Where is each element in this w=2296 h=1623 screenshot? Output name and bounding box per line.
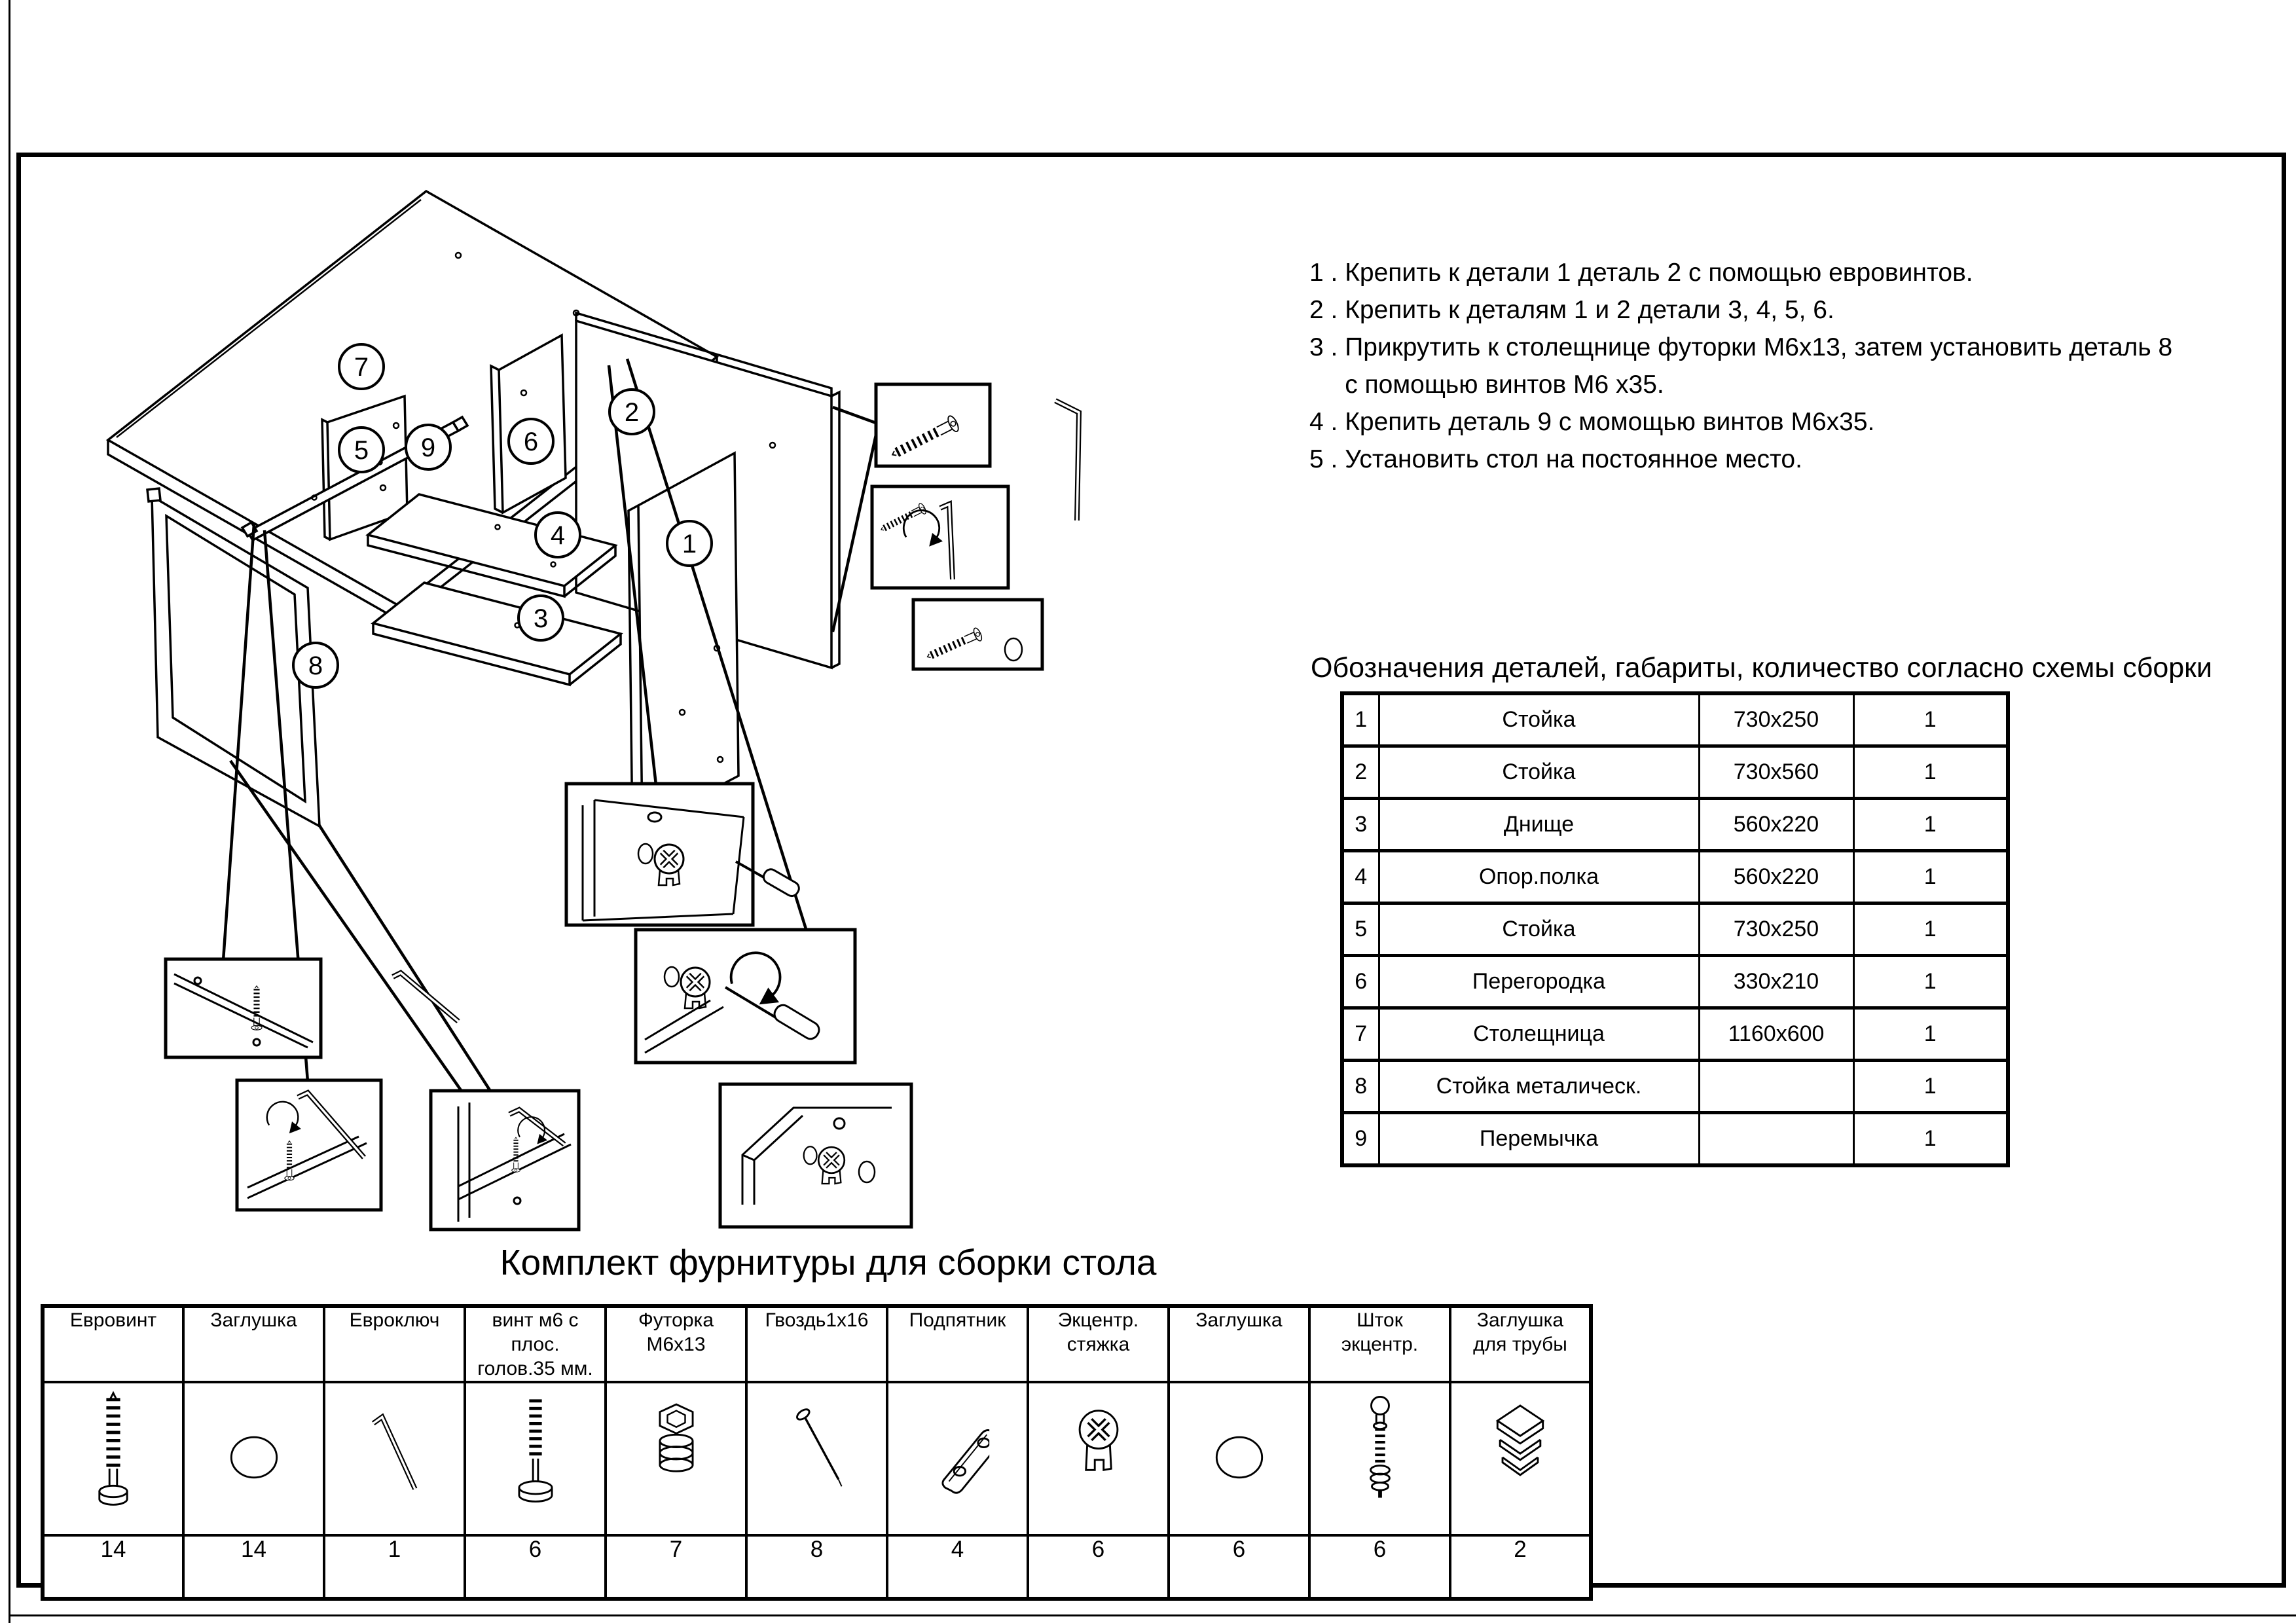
hardware-item-qty: 6: [1028, 1535, 1169, 1599]
instruction-line: 2 . Крепить к деталям 1 и 2 детали 3, 4, 5, 6.: [1309, 296, 1834, 324]
svg-text:7: 7: [354, 353, 369, 382]
part-balloon-7: [339, 344, 384, 389]
instruction-line: 5 . Установить стол на постоянное место.: [1309, 445, 1802, 473]
parts-table-row: [1342, 1061, 2008, 1113]
parts-table-row: [1342, 746, 2008, 799]
parts-table: [1340, 691, 2010, 1167]
part-size: [1699, 1113, 1853, 1166]
svg-text:1: 1: [682, 530, 697, 558]
part-balloon-1: [667, 521, 712, 566]
part-qty: 1: [1853, 1061, 2008, 1113]
part-name: Столещница: [1379, 1008, 1699, 1061]
part-size: 730x250: [1699, 903, 1853, 956]
part-bottom: [373, 583, 621, 685]
tube-cap-icon: [1471, 1388, 1569, 1527]
hardware-item-qty: 14: [43, 1535, 183, 1599]
svg-text:5: 5: [354, 436, 369, 465]
hardware-item-label: Футорка М6х13: [606, 1306, 746, 1382]
euroscrew-icon: [64, 1388, 162, 1527]
hardware-item-label: Евроключ: [324, 1306, 465, 1382]
hardware-item-icon-cell: [887, 1382, 1028, 1535]
hardware-item-label: Евровинт: [43, 1306, 183, 1382]
hardware-item-qty: 2: [1450, 1535, 1591, 1599]
hardware-item-label: Шток экцентр.: [1309, 1306, 1450, 1382]
cap-icon: [1190, 1388, 1288, 1527]
hardware-item-icon-cell: [1309, 1382, 1450, 1535]
callout-frame-fix: [431, 1091, 579, 1230]
part-number: 6: [1342, 956, 1379, 1008]
part-name: Днище: [1379, 799, 1699, 851]
part-name: Стойка: [1379, 903, 1699, 956]
hardware-item-label: Гвоздь1х16: [746, 1306, 887, 1382]
part-number: 8: [1342, 1061, 1379, 1113]
part-balloon-3: [519, 596, 563, 640]
part-balloon-9: [406, 425, 450, 469]
part-qty: 1: [1853, 799, 2008, 851]
part-number: 9: [1342, 1113, 1379, 1166]
hardware-item-qty: 7: [606, 1535, 746, 1599]
parts-table-row: [1342, 851, 2008, 903]
cam-shaft-icon: [1331, 1388, 1429, 1527]
part-size: 560x220: [1699, 799, 1853, 851]
svg-text:9: 9: [420, 433, 436, 462]
cap-icon: [205, 1388, 303, 1527]
hardware-item-label: Заглушка: [1169, 1306, 1309, 1382]
svg-text:2: 2: [624, 398, 640, 427]
assembly-steps: [1309, 254, 2285, 478]
svg-text:6: 6: [523, 428, 539, 456]
part-qty: 1: [1853, 903, 2008, 956]
part-qty: 1: [1853, 693, 2008, 746]
svg-text:4: 4: [550, 521, 566, 550]
part-qty: 1: [1853, 1113, 2008, 1166]
hardware-item-label: Подпятник: [887, 1306, 1028, 1382]
footpad-icon: [909, 1388, 1007, 1527]
part-name: Перемычка: [1379, 1113, 1699, 1166]
part-name: Перегородка: [1379, 956, 1699, 1008]
hardware-kit-title: Комплект фурнитуры для сборки стола: [500, 1242, 1157, 1283]
part-name: Опор.полка: [1379, 851, 1699, 903]
instruction-line: 3 . Прикрутить к столещнице футорки М6х13, затем установить деталь 8: [1309, 333, 2173, 361]
instruction-line: 4 . Крепить деталь 9 с момощью винтов М6х35.: [1309, 408, 1875, 436]
hardware-item-qty: 14: [183, 1535, 324, 1599]
hardware-item-label: Заглушка: [183, 1306, 324, 1382]
parts-table-row: [1342, 799, 2008, 851]
hardware-item-icon-cell: [43, 1382, 183, 1535]
part-name: Стойка металическ.: [1379, 1061, 1699, 1113]
hardware-item-icon-cell: [746, 1382, 887, 1535]
hardware-item-qty: 6: [1309, 1535, 1450, 1599]
svg-text:8: 8: [308, 651, 323, 680]
parts-table-row: [1342, 1008, 2008, 1061]
hardware-item-qty: 6: [1169, 1535, 1309, 1599]
callout-corner-cam: [720, 1084, 911, 1227]
part-number: 2: [1342, 746, 1379, 799]
part-front-stand: [629, 453, 738, 831]
parts-table-title: Обозначения деталей, габариты, количество согласно схемы сборки: [1311, 652, 2213, 684]
part-balloon-8: [293, 643, 338, 687]
svg-text:3: 3: [533, 604, 549, 633]
part-qty: 1: [1853, 1008, 2008, 1061]
part-number: 4: [1342, 851, 1379, 903]
part-size: 560x220: [1699, 851, 1853, 903]
bolt-icon: [486, 1388, 585, 1527]
hardware-kit-table: [41, 1304, 1593, 1601]
hardware-item-icon-cell: [465, 1382, 606, 1535]
part-balloon-4: [536, 513, 580, 557]
callout-hexkey-drive: [872, 486, 1008, 588]
nail-icon: [768, 1388, 866, 1527]
part-balloon-2: [610, 390, 654, 434]
hexkey-icon: [1055, 401, 1079, 520]
part-number: 1: [1342, 693, 1379, 746]
hardware-item-icon-cell: [324, 1382, 465, 1535]
part-name: Стойка: [1379, 746, 1699, 799]
hardware-item-qty: 1: [324, 1535, 465, 1599]
part-size: 730x250: [1699, 693, 1853, 746]
hardware-item-label: Заглушка для трубы: [1450, 1306, 1591, 1382]
part-name: Стойка: [1379, 693, 1699, 746]
part-size: 330x210: [1699, 956, 1853, 1008]
instruction-line: с помощью винтов М6 х35.: [1309, 371, 1664, 399]
desk-parts: [108, 191, 839, 831]
hardware-item-qty: 4: [887, 1535, 1028, 1599]
parts-table-row: [1342, 1113, 2008, 1166]
part-number: 5: [1342, 903, 1379, 956]
hardware-item-icon-cell: [1169, 1382, 1309, 1535]
part-qty: 1: [1853, 851, 2008, 903]
hexkey-icon: [393, 973, 458, 1021]
hexkey-icon: [346, 1388, 444, 1527]
part-balloon-5: [339, 428, 384, 472]
callout-cam-tighten: [636, 930, 855, 1063]
parts-table-row: [1342, 903, 2008, 956]
part-qty: 1: [1853, 746, 2008, 799]
part-size: 730x560: [1699, 746, 1853, 799]
hardware-item-icon-cell: [606, 1382, 746, 1535]
part-number: 7: [1342, 1008, 1379, 1061]
callout-key-turn: [237, 1080, 381, 1210]
hardware-item-label: винт м6 с плос. голов.35 мм.: [465, 1306, 606, 1382]
hardware-item-icon-cell: [1450, 1382, 1591, 1535]
part-size: 1160x600: [1699, 1008, 1853, 1061]
futorka-icon: [627, 1388, 725, 1527]
parts-table-row: [1342, 956, 2008, 1008]
part-size: [1699, 1061, 1853, 1113]
part-balloon-6: [509, 419, 553, 464]
part-qty: 1: [1853, 956, 2008, 1008]
hardware-item-icon-cell: [1028, 1382, 1169, 1535]
hardware-item-label: Экцентр. стяжка: [1028, 1306, 1169, 1382]
hardware-item-qty: 6: [465, 1535, 606, 1599]
part-number: 3: [1342, 799, 1379, 851]
parts-table-row: [1342, 693, 2008, 746]
instruction-line: 1 . Крепить к детали 1 деталь 2 с помощью евровинтов.: [1309, 259, 1973, 287]
hardware-item-qty: 8: [746, 1535, 887, 1599]
cam-icon: [1049, 1388, 1148, 1527]
hardware-item-icon-cell: [183, 1382, 324, 1535]
